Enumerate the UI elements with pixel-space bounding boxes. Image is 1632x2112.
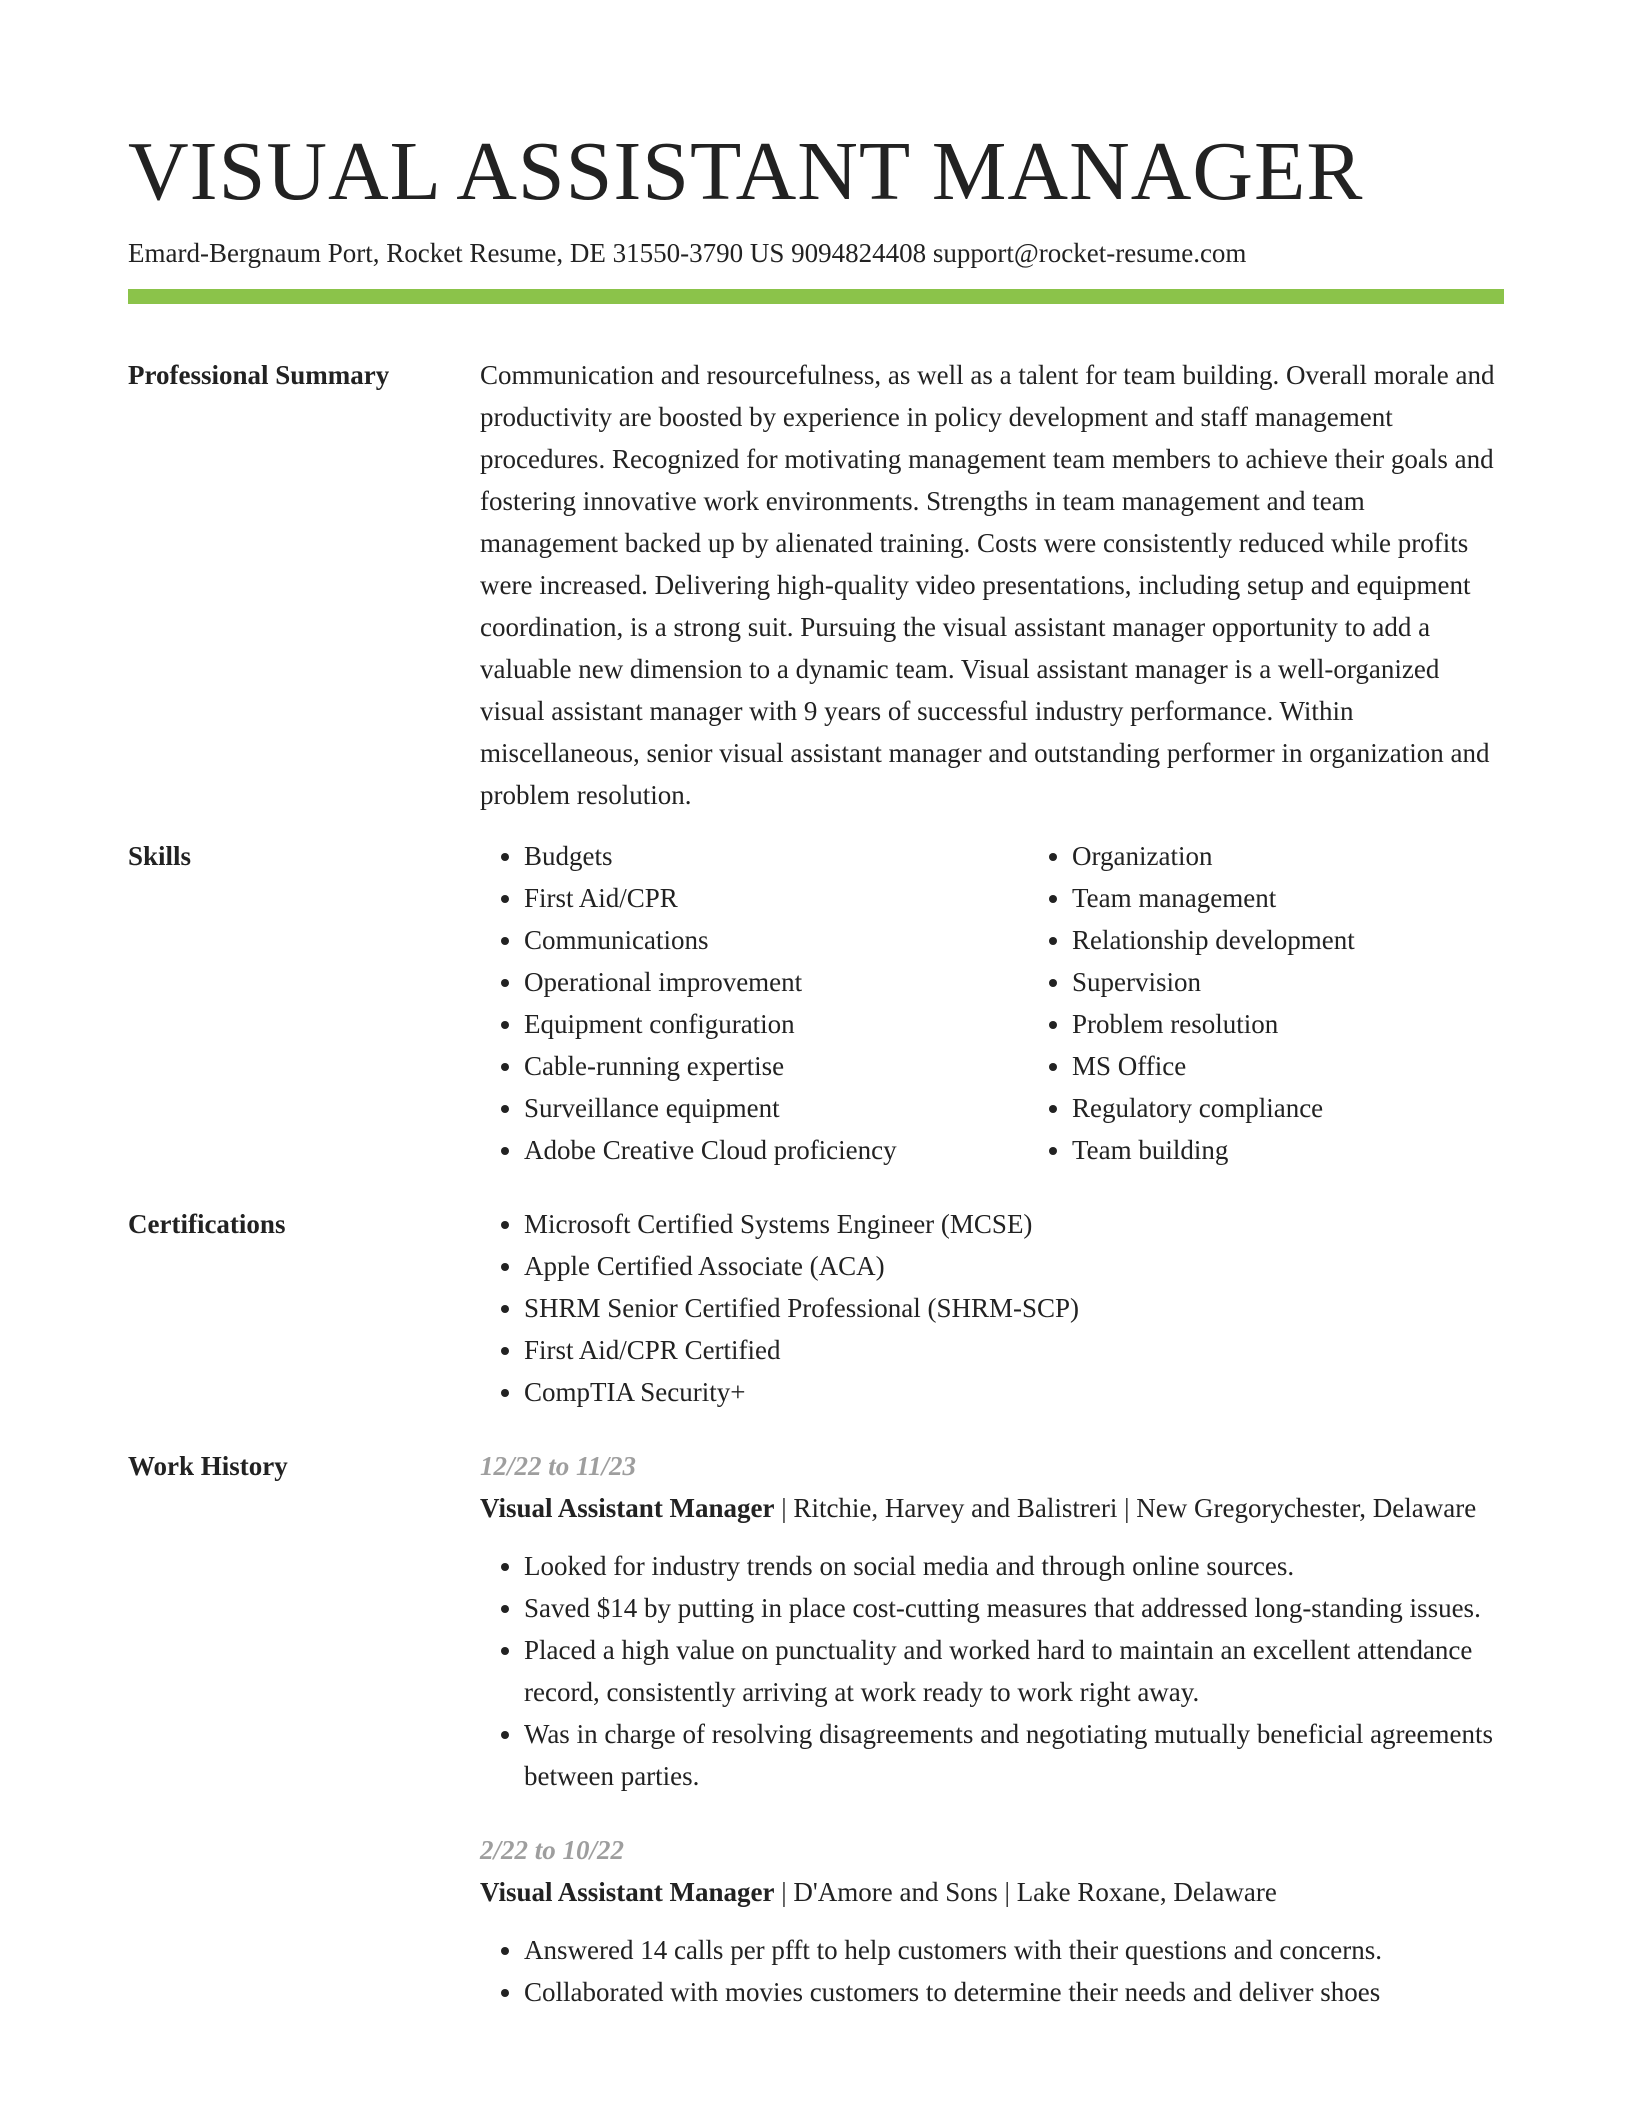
skills-list-right: [1028, 835, 1576, 1171]
skill-item: • Equipment configuration: [524, 1003, 1028, 1045]
summary-label: Professional Summary: [128, 360, 390, 390]
job-bullet: • Was in charge of resolving disagreements and negotiating mutually beneficial agreements between parties.: [524, 1713, 1504, 1797]
job-bullets: [480, 1545, 1504, 1797]
job-title: Visual Assistant Manager: [480, 1493, 775, 1523]
certifications-list: [480, 1203, 1504, 1413]
job-dates: 12/22 to 11/23: [480, 1451, 637, 1481]
skills-label: Skills: [128, 841, 192, 871]
certification-item: • First Aid/CPR Certified: [524, 1329, 1504, 1371]
summary-text: Communication and resourcefulness, as well as a talent for team building. Overall morale and productivity are boosted by experience in policy development and staff management procedures. Recognized for motivating management team members to achieve their goals and fostering innovative work environments. Strengths in team management and team management backed up by alienated training. Costs were consistently reduced while profits were increased. Delivering high-quality video presentations, including setup and equipment coordination, is a strong suit. Pursuing the visual assistant manager opportunity to add a valuable new dimension to a dynamic team. Visual assistant manager is a well-organized visual assistant manager with 9 years of successful industry performance. Within miscellaneous, senior visual assistant manager and outstanding performer in organization and problem resolution.: [480, 360, 1495, 810]
skill-item: • Adobe Creative Cloud proficiency: [524, 1129, 1028, 1171]
skill-item: • Team building: [1072, 1129, 1576, 1171]
contact-line: Emard-Bergnaum Port, Rocket Resume, DE 31550-3790 US 9094824408 support@rocket-resume.com: [128, 238, 1247, 268]
job-entry: [480, 1445, 1504, 1797]
certification-item: • SHRM Senior Certified Professional (SHRM-SCP): [524, 1287, 1504, 1329]
certifications-label: Certifications: [128, 1209, 286, 1239]
work-history-label: Work History: [128, 1451, 288, 1481]
work-history-section: [128, 1445, 1504, 2013]
resume-name-heading: VISUAL ASSISTANT MANAGER: [128, 125, 1364, 218]
job-heading: [480, 1871, 1504, 1913]
skill-item: • Organization: [1072, 835, 1576, 877]
skill-item: • Surveillance equipment: [524, 1087, 1028, 1129]
skill-item: • MS Office: [1072, 1045, 1576, 1087]
skills-list-left: [480, 835, 1028, 1171]
job-dates: 2/22 to 10/22: [480, 1835, 625, 1865]
resume-page: [128, 0, 1504, 2013]
skills-columns: [480, 835, 1504, 1171]
job-bullet: • Saved $14 by putting in place cost-cutting measures that addressed long-standing issues.: [524, 1587, 1504, 1629]
job-bullets: [480, 1929, 1504, 2013]
job-title: Visual Assistant Manager: [480, 1877, 775, 1907]
skill-item: • Problem resolution: [1072, 1003, 1576, 1045]
job-entry: [480, 1829, 1504, 2013]
skill-item: • Communications: [524, 919, 1028, 961]
certification-item: • Apple Certified Associate (ACA): [524, 1245, 1504, 1287]
summary-section: [128, 354, 1504, 816]
certification-item: • Microsoft Certified Systems Engineer (MCSE): [524, 1203, 1504, 1245]
skill-item: • Cable-running expertise: [524, 1045, 1028, 1087]
skill-item: • First Aid/CPR: [524, 877, 1028, 919]
certifications-section: [128, 1203, 1504, 1413]
job-heading: [480, 1487, 1504, 1529]
skill-item: • Team management: [1072, 877, 1576, 919]
skill-item: • Relationship development: [1072, 919, 1576, 961]
job-employer-location: | D'Amore and Sons | Lake Roxane, Delaware: [774, 1877, 1277, 1907]
job-bullet: • Placed a high value on punctuality and worked hard to maintain an excellent attendance record, consistently arriving at work ready to work right away.: [524, 1629, 1504, 1713]
skill-item: • Supervision: [1072, 961, 1576, 1003]
skill-item: • Operational improvement: [524, 961, 1028, 1003]
job-employer-location: | Ritchie, Harvey and Balistreri | New Gregorychester, Delaware: [774, 1493, 1477, 1523]
job-bullet: • Collaborated with movies customers to determine their needs and deliver shoes: [524, 1971, 1504, 2013]
skill-item: • Budgets: [524, 835, 1028, 877]
skills-section: [128, 835, 1504, 1171]
job-bullet: • Answered 14 calls per pfft to help customers with their questions and concerns.: [524, 1929, 1504, 1971]
certification-item: • CompTIA Security+: [524, 1371, 1504, 1413]
header-accent-rule: [128, 289, 1504, 304]
skill-item: • Regulatory compliance: [1072, 1087, 1576, 1129]
job-bullet: • Looked for industry trends on social media and through online sources.: [524, 1545, 1504, 1587]
